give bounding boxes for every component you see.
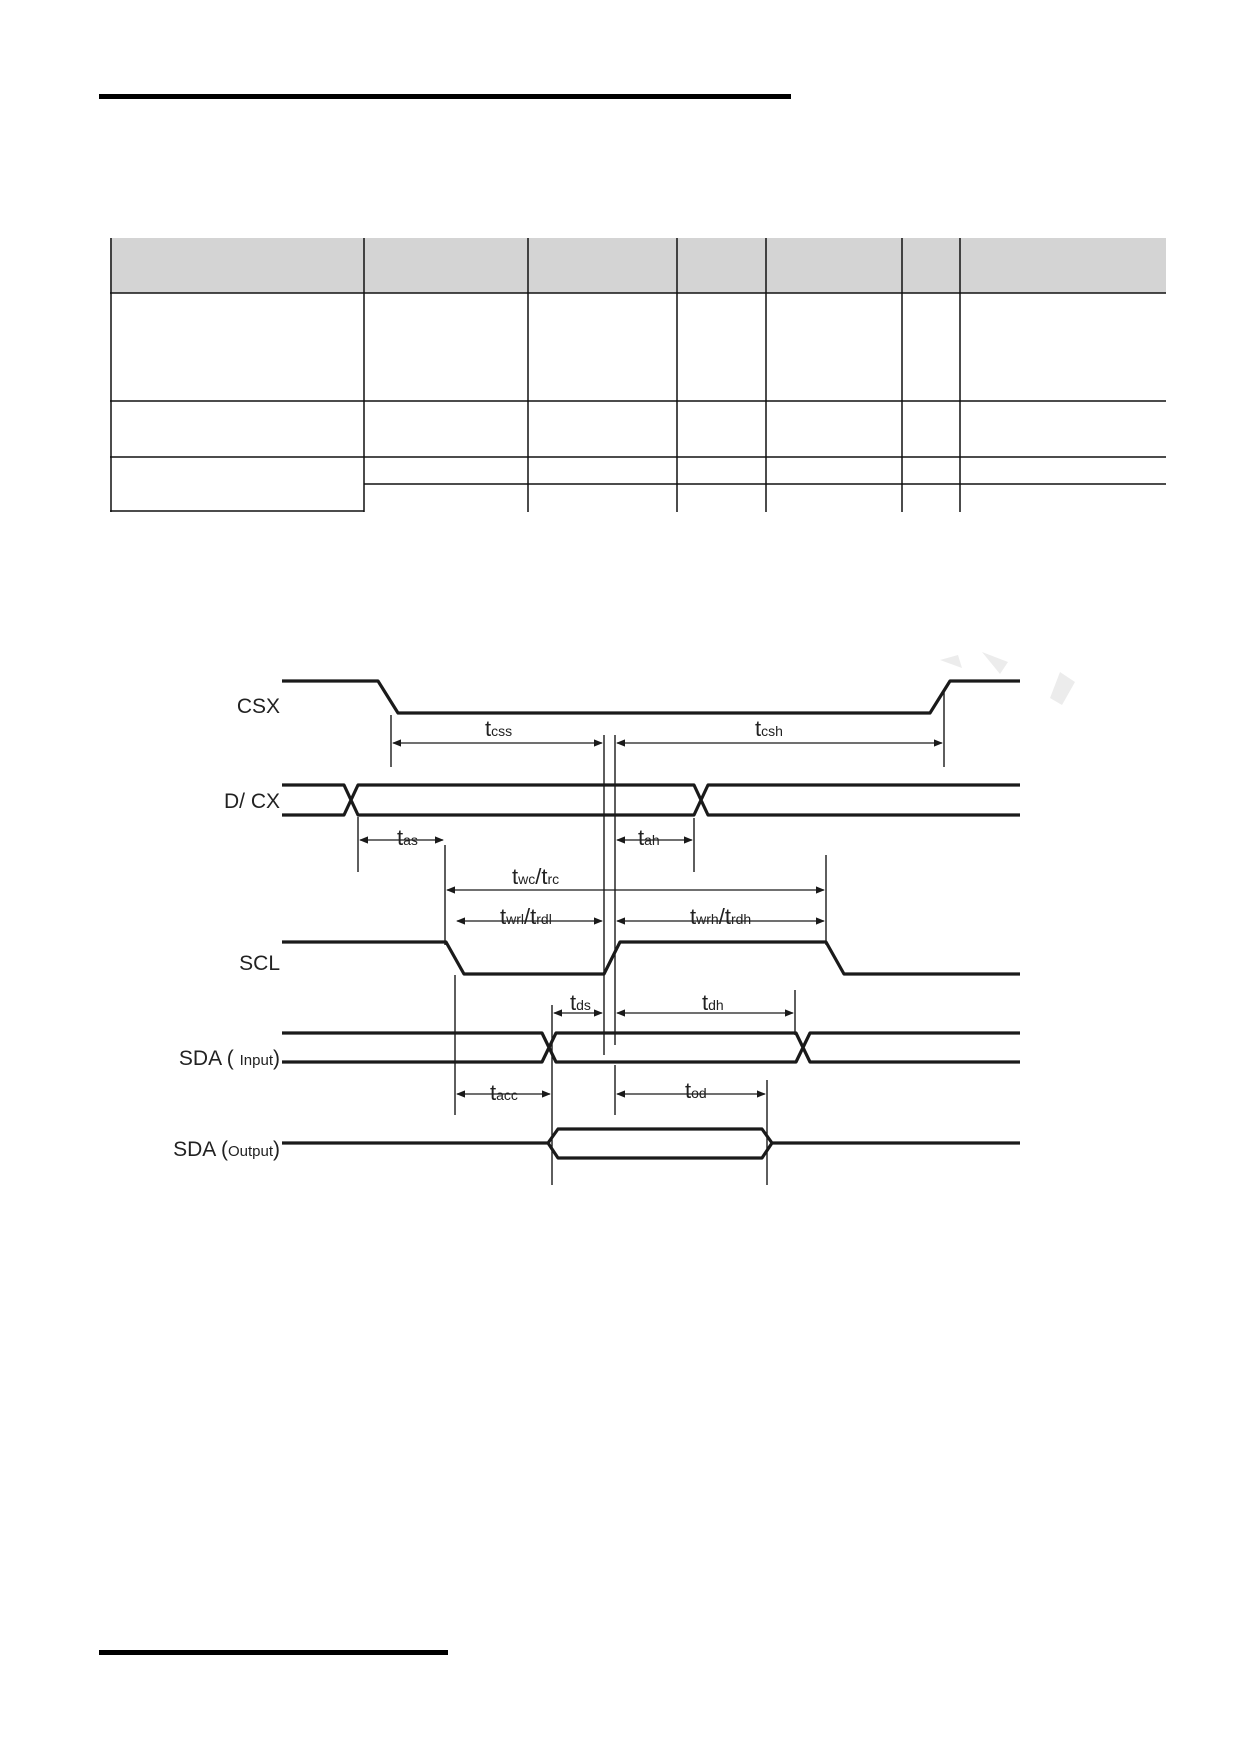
tod-label: tod — [685, 1078, 707, 1103]
tcss-label: tcss — [485, 716, 513, 741]
table-header-row — [110, 238, 1166, 293]
sda-output-name: SDA — [173, 1138, 216, 1161]
sda-output-open: ( — [220, 1138, 228, 1161]
dcx-waveform — [282, 785, 1020, 815]
footer-rule — [99, 1650, 448, 1655]
tds-label: tds — [570, 990, 591, 1015]
spec-table — [110, 238, 1166, 512]
signal-label-sda-input — [179, 1047, 280, 1070]
twrh-trdh-label: twrh/trdh — [690, 904, 752, 929]
sda-output-qualifier: Output — [227, 1143, 273, 1160]
twc-trc-label: twc/trc — [512, 864, 560, 889]
signal-label-sda-output — [173, 1138, 280, 1161]
twrl-trdl-label: twrl/trdl — [500, 904, 552, 929]
scl-waveform — [282, 942, 1020, 974]
sda-output-waveform — [282, 1129, 1020, 1158]
tah-label: tah — [638, 825, 660, 850]
tacc-label: tacc — [490, 1080, 518, 1105]
csx-waveform — [282, 681, 1020, 713]
tdh-label: tdh — [702, 990, 724, 1015]
watermark-mark — [940, 652, 1075, 705]
timing-diagram — [150, 640, 1110, 1220]
sda-input-qualifier: Input — [239, 1052, 273, 1069]
sda-output-close: ) — [273, 1138, 280, 1161]
signal-label-dcx: D/ CX — [223, 790, 280, 813]
sda-input-close: ) — [273, 1047, 280, 1070]
signal-label-csx: CSX — [236, 695, 280, 718]
sda-input-open: ( — [226, 1047, 234, 1070]
sda-input-waveform — [282, 1033, 1020, 1062]
tas-label: tas — [397, 825, 418, 850]
sda-input-name: SDA — [178, 1047, 221, 1070]
signal-label-scl: SCL — [239, 952, 280, 975]
header-rule — [99, 94, 791, 99]
tcsh-label: tcsh — [755, 716, 783, 741]
